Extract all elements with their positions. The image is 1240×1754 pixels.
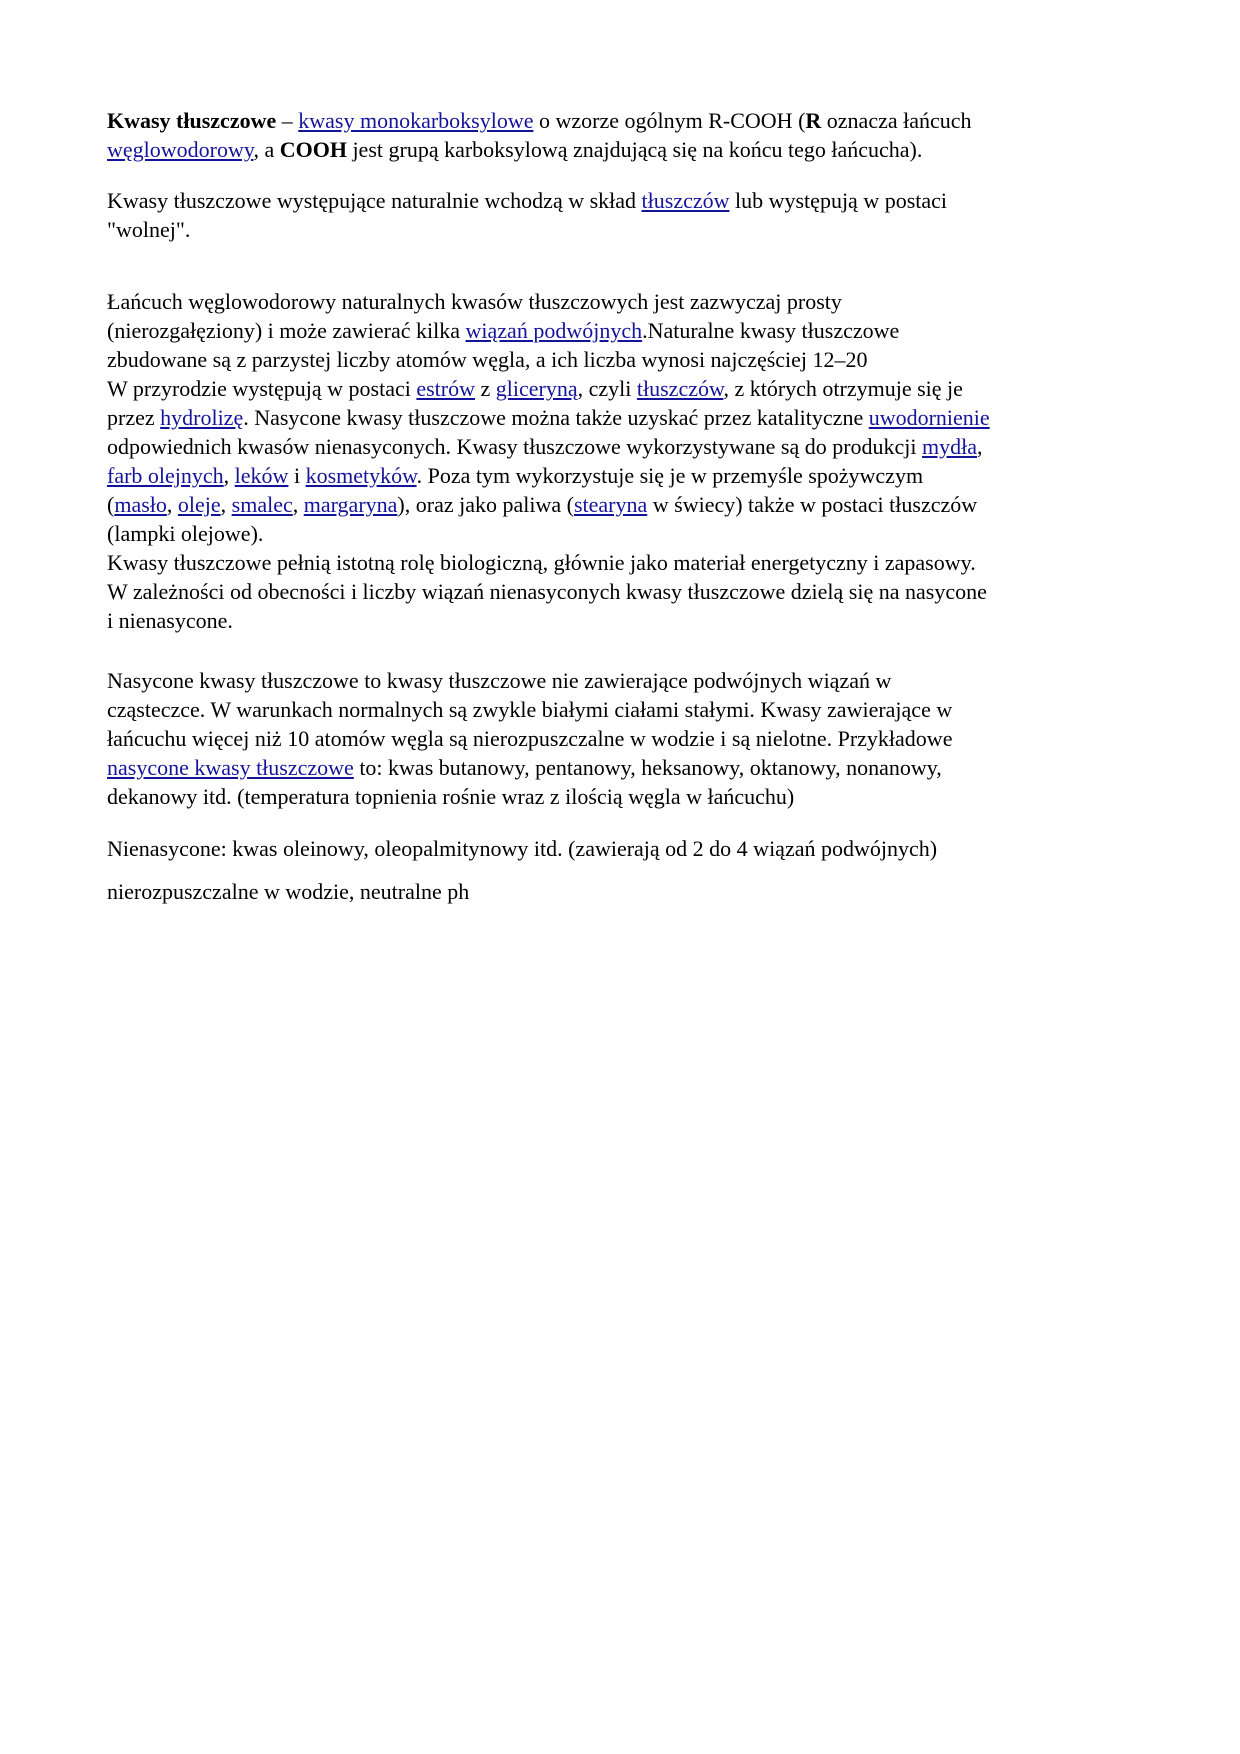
text-run: zbudowane są z parzystej liczby atomów węgla, a ich liczba wynosi najczęściej 12–20 [107,347,868,372]
text-run: , [220,492,232,517]
text-run: "wolnej". [107,217,191,242]
text-line [107,461,1140,490]
link-weglowodorowy[interactable]: węglowodorowy [107,137,254,162]
text-line [107,186,1140,215]
text-line [107,577,1140,606]
text-line [107,548,1140,577]
text-run: lub występują w postaci [729,188,948,213]
text-line [107,345,1140,374]
text-run: , [223,463,235,488]
text-run: w świecy) także w postaci tłuszczów [647,492,978,517]
text-line [107,834,1140,863]
text-run: łańcuchu więcej niż 10 atomów węgla są nierozpuszczalne w wodzie i są nielotne. Przykładowe [107,726,953,751]
link-margaryna[interactable]: margaryna [303,492,398,517]
document-body [107,106,1140,906]
text-run: dekanowy itd. (temperatura topnienia rośnie wraz z ilością węgla w łańcuchu) [107,784,795,809]
link-kwasy-monokarboksylowe[interactable]: kwasy monokarboksylowe [298,108,534,133]
link-smalec[interactable]: smalec [231,492,293,517]
bold-term: R [805,108,822,133]
paragraph-nienasycone [107,834,1140,863]
text-run: Kwasy tłuszczowe pełnią istotną rolę biologiczną, głównie jako materiał energetyczny i zapasowy. [107,550,976,575]
text-run: W przyrodzie występują w postaci [107,376,417,401]
paragraph-definicja [107,106,1140,164]
paragraph-wystepowanie [107,186,1140,244]
paragraph-lancuch-i-zastosowania [107,287,1140,635]
text-line [107,403,1140,432]
link-lekow[interactable]: leków [234,463,289,488]
text-line [107,432,1140,461]
text-run: oznacza łańcuch [821,108,972,133]
text-line [107,753,1140,782]
text-run: to: kwas butanowy, pentanowy, heksanowy, oktanowy, nonanowy, [353,755,942,780]
text-line [107,135,1140,164]
text-run: (lampki olejowe). [107,521,264,546]
link-tluszczow[interactable]: tłuszczów [641,188,730,213]
text-run: – [276,108,299,133]
text-run: Kwasy tłuszczowe występujące naturalnie wchodzą w skład [107,188,642,213]
link-mydla[interactable]: mydła [922,434,978,459]
text-run: (nierozgałęziony) i może zawierać kilka [107,318,466,343]
text-run: nierozpuszczalne w wodzie, neutralne ph [107,879,470,904]
text-line [107,877,1140,906]
link-oleje[interactable]: oleje [177,492,221,517]
bold-term: COOH [279,137,347,162]
text-line [107,316,1140,345]
text-run: , czyli [577,376,637,401]
link-nasycone-kwasy-tluszczowe[interactable]: nasycone kwasy tłuszczowe [107,755,354,780]
text-line [107,519,1140,548]
text-line [107,666,1140,695]
text-run: , [977,434,983,459]
text-line [107,287,1140,316]
text-run: .Naturalne kwasy tłuszczowe [642,318,900,343]
text-run: , a [253,137,280,162]
text-run: , [166,492,178,517]
paragraph-nasycone [107,666,1140,811]
text-run: i [288,463,306,488]
link-stearyna[interactable]: stearyna [573,492,648,517]
text-run: . Nasycone kwasy tłuszczowe można także uzyskać przez katalityczne [243,405,869,430]
text-line [107,724,1140,753]
text-run: o wzorze ogólnym R-COOH ( [533,108,806,133]
text-line [107,106,1140,135]
text-run: Łańcuch węglowodorowy naturalnych kwasów tłuszczowych jest zazwyczaj prosty [107,289,842,314]
text-run: jest grupą karboksylową znajdującą się na końcu tego łańcucha). [346,137,923,162]
link-hydrolize[interactable]: hydrolizę [160,405,244,430]
text-run: i nienasycone. [107,608,233,633]
text-run: , [292,492,304,517]
text-run: ), oraz jako paliwa ( [397,492,574,517]
text-run: odpowiednich kwasów nienasyconych. Kwasy tłuszczowe wykorzystywane są do produkcji [107,434,923,459]
bold-term: Kwasy tłuszczowe [107,108,277,133]
link-maslo[interactable]: masło [114,492,167,517]
text-line [107,606,1140,635]
paragraph-wlasciwosci [107,877,1140,906]
text-line [107,490,1140,519]
text-run: Nasycone kwasy tłuszczowe to kwasy tłuszczowe nie zawierające podwójnych wiązań w [107,668,892,693]
link-farb-olejnych[interactable]: farb olejnych [107,463,224,488]
text-line [107,215,1140,244]
text-line [107,695,1140,724]
text-run: cząsteczce. W warunkach normalnych są zwykle białymi ciałami stałymi. Kwasy zawierające w [107,697,953,722]
text-run: W zależności od obecności i liczby wiązań nienasyconych kwasy tłuszczowe dzielą się na nasycone [107,579,987,604]
link-wiazan-podwojnych[interactable]: wiązań podwójnych [465,318,643,343]
text-run: ( [107,492,115,517]
text-run: , z których otrzymuje się je [723,376,963,401]
text-run: Nienasycone: kwas oleinowy, oleopalmitynowy itd. (zawierają od 2 do 4 wiązań podwójnych) [107,836,938,861]
text-run: przez [107,405,161,430]
link-estrow[interactable]: estrów [416,376,475,401]
link-tluszczow[interactable]: tłuszczów [636,376,724,401]
link-kosmetykow[interactable]: kosmetyków [305,463,417,488]
text-run: z [475,376,496,401]
link-gliceryna[interactable]: gliceryną [495,376,578,401]
text-run: . Poza tym wykorzystuje się je w przemyśle spożywczym [416,463,924,488]
link-uwodornienie[interactable]: uwodornienie [868,405,990,430]
text-line [107,374,1140,403]
text-line [107,782,1140,811]
